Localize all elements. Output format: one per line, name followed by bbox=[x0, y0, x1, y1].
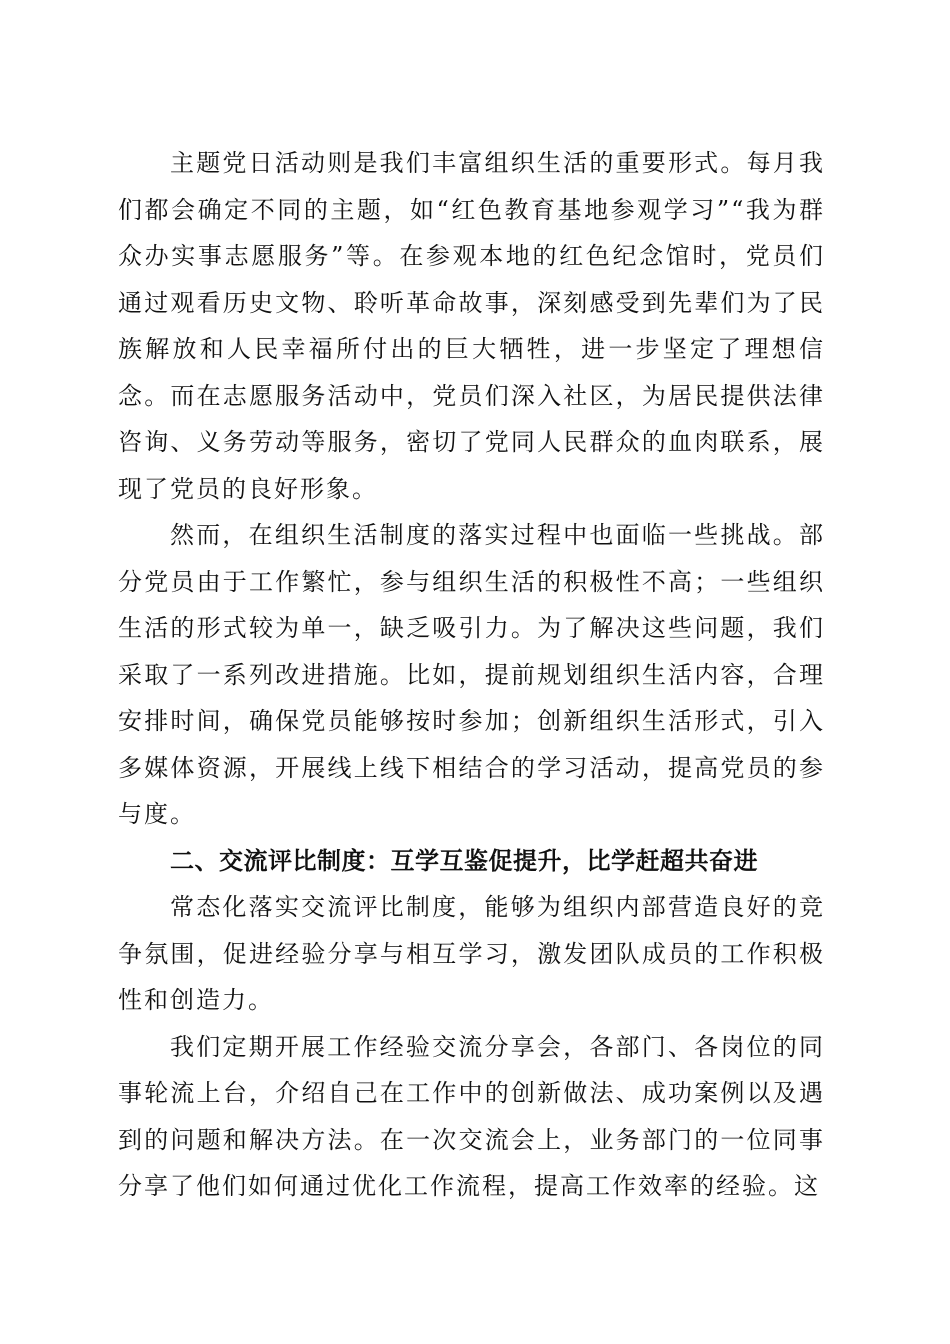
paragraph-challenges: 然而，在组织生活制度的落实过程中也面临一些挑战。部分党员由于工作繁忙，参与组织生活的积极性不高；一些组织生活的形式较为单一，缺乏吸引力。为了解决这些问题，我们采取了一系列改进措施。比如，提前规划组织生活内容，合理安排时间，确保党员能够按时参加；创新组织生活形式，引入多媒体资源，开展线上线下相结合的学习活动，提高党员的参与度。 bbox=[118, 521, 825, 828]
paragraph-exchange-system: 常态化落实交流评比制度，能够为组织内部营造良好的竞争氛围，促进经验分享与相互学习，激发团队成员的工作积极性和创造力。 bbox=[118, 893, 825, 1014]
paragraph-theme-party-day: 主题党日活动则是我们丰富组织生活的重要形式。每月我们都会确定不同的主题，如“红色教育基地参观学习”“我为群众办实事志愿服务”等。在参观本地的红色纪念馆时，党员们通过观看历史文物、聆听革命故事，深刻感受到先辈们为了民族解放和人民幸福所付出的巨大牺牲，进一步坚定了理想信念。而在志愿服务活动中，党员们深入社区，为居民提供法律咨询、义务劳动等服务，密切了党同人民群众的血肉联系，展现了党员的良好形象。 bbox=[118, 149, 825, 503]
section-heading: 二、交流评比制度：互学互鉴促提升，比学赶超共奋进 bbox=[170, 846, 758, 875]
paragraph-experience-sharing: 我们定期开展工作经验交流分享会，各部门、各岗位的同事轮流上台，介绍自己在工作中的创新做法、成功案例以及遇到的问题和解决方法。在一次交流会上，业务部门的一位同事分享了他们如何通过优化工作流程，提高工作效率的经验。这 bbox=[118, 1032, 825, 1200]
document-body bbox=[118, 140, 825, 1210]
